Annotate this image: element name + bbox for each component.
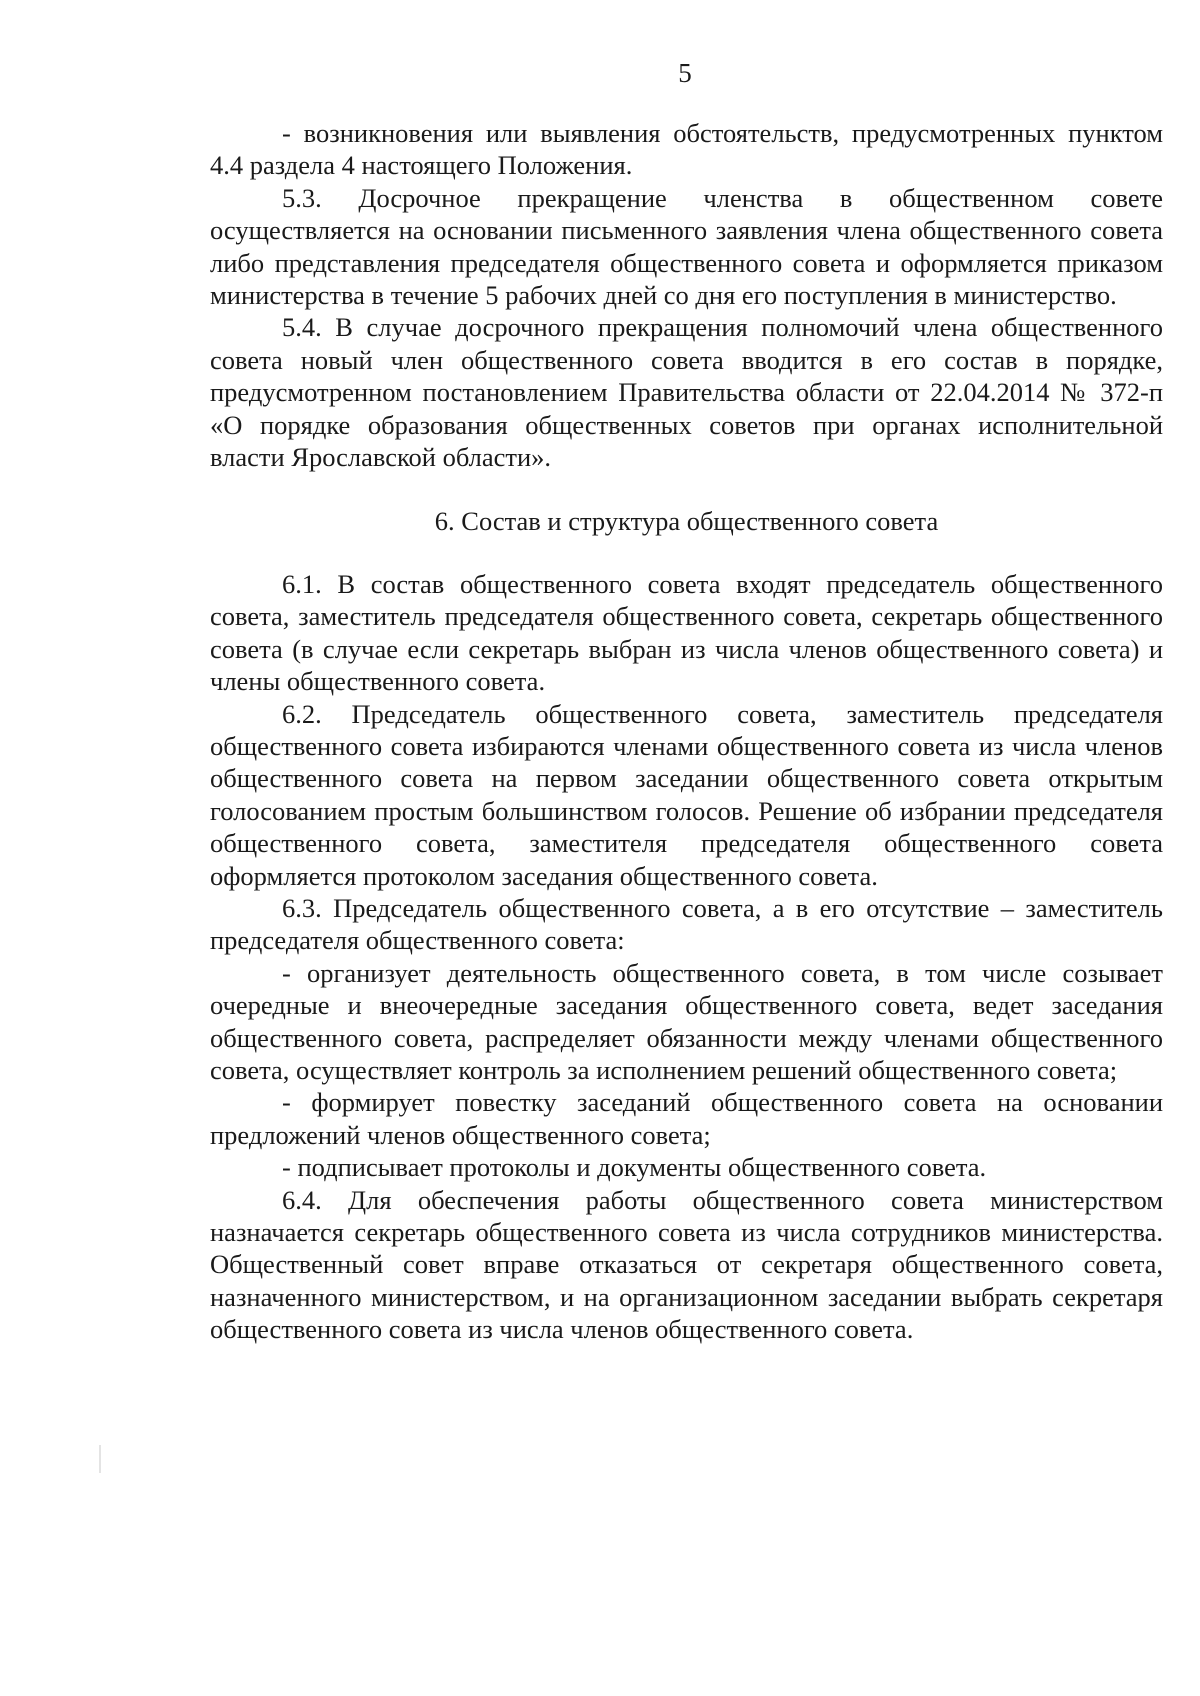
list-item-organizes: - организует деятельность общественного совета, в том числе созывает очередные и внеочередные заседания общественного совета, ведет заседания общественного совета, распределяет обязанности между членами общественного совета, осуществляет контроль за исполнением решений общественного совета; [210, 957, 1163, 1085]
paragraph-5-2-continuation: - возникновения или выявления обстоятельств, предусмотренных пунктом 4.4 раздела 4 настоящего Положения. [210, 118, 1163, 181]
scan-artifact [99, 1445, 101, 1473]
page-number: 5 [678, 58, 692, 88]
section-heading: 6. Состав и структура общественного совета [434, 506, 939, 537]
document-body [210, 117, 1163, 1346]
paragraph-6-1: 6.1. В состав общественного совета входят председатель общественного совета, заместитель председателя общественного совета, секретарь общественного совета (в случае если секретарь выбран из числа членов общественного совета) и члены общественного совета. [210, 568, 1163, 697]
paragraph-6-2: 6.2. Председатель общественного совета, заместитель председателя общественного совета избираются членами общественного совета из числа членов общественного совета на первом заседании общественного совета открытым голосованием простым большинством голосов. Решение об избрании председателя общественного совета, заместителя председателя общественного совета оформляется протоколом заседания общественного совета. [210, 698, 1163, 891]
list-item-agenda: - формирует повестку заседаний общественного совета на основании предложений членов общественного совета; [210, 1087, 1163, 1150]
list-item-signs: - подписывает протоколы и документы общественного совета. [282, 1152, 987, 1183]
paragraph-6-4: 6.4. Для обеспечения работы общественного совета министерством назначается секретарь общественного совета из числа сотрудников министерства. Общественный совет вправе отказаться от секретаря общественного совета, назначенного министерством, и на организационном заседании выбрать секретаря общественного совета из числа членов общественного совета. [210, 1184, 1163, 1345]
paragraph-6-3: 6.3. Председатель общественного совета, а в его отсутствие – заместитель председателя общественного совета: [210, 892, 1163, 956]
paragraph-5-3: 5.3. Досрочное прекращение членства в общественном совете осуществляется на основании письменного заявления члена общественного совета либо представления председателя общественного совета и оформляется приказом министерства в течение 5 рабочих дней со дня его поступления в министерство. [210, 182, 1163, 311]
paragraph-5-4: 5.4. В случае досрочного прекращения полномочий члена общественного совета новый член общественного совета вводится в его состав в порядке, предусмотренном постановлением Правительства области от 22.04.2014 № 372-п «О порядке образования общественных советов при органах исполнительной власти Ярославской области». [210, 312, 1163, 473]
